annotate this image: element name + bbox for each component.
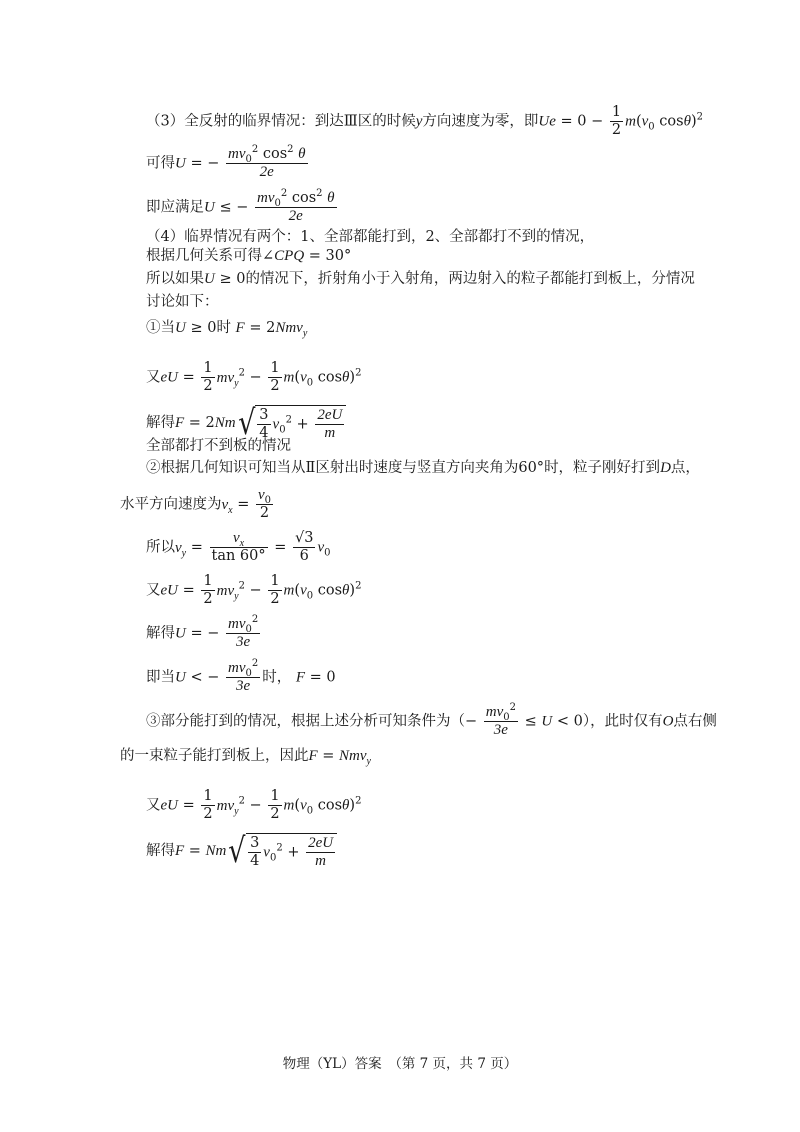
line-solution-3: 解得F = Nm√ $\frac{3}{4}$ $v_0^2$ + $\frac{2eU}{m}$ <box>146 832 337 870</box>
line-discussion: 讨论如下： <box>146 294 219 310</box>
line-none-hit: 全部都打不到板的情况 <box>146 438 291 454</box>
line-vy: 所以$v_y$ = $\frac{v_x}{\tan 60^\circ}$ = $\frac{√3}{6}$ $v_0$ <box>146 530 331 564</box>
line-case-3: ③部分能打到的情况，根据上述分析可知条件为（− $\frac{mv_0^2}{3e}$ ≤ U < 0），此时仅有O点右侧 <box>146 702 717 738</box>
line-solution-1: 解得F = 2Nm√ $\frac{3}{4}$ $v_0^2$ + $\frac{2eU}{m}$ <box>146 404 346 442</box>
line-part-4-intro: （4）临界情况有两个：1、全部都能打到，2、全部都打不到的情况， <box>146 229 595 245</box>
line-geometry: 根据几何关系可得∠CPQ = 30° <box>146 248 352 264</box>
line-case-1: ①当U ≥ 0时 F = 2Nmv$_y$ <box>146 320 308 339</box>
line-horizontal-velocity: 水平方向速度为$v_x$ = $\frac{v_0}{2}$ <box>120 487 272 521</box>
line-f-zero: 即当U < − $\frac{mv_0^2}{3e}$ 时， F = 0 <box>146 658 336 694</box>
line-energy-eq-1: 又eU = $\frac{1}{2}$ $mv_y^2$ − $\frac{1}{2}$ $m(v_0$ cosθ)$^2$ <box>146 360 362 394</box>
line-if-u-positive: 所以如果U ≥ 0的情况下，折射角小于入射角，两边射入的粒子都能打到板上，分情况 <box>146 271 695 287</box>
line-energy-eq-2: 又eU = $\frac{1}{2}$ $mv_y^2$ − $\frac{1}{2}$ $m(v_0$ cosθ)$^2$ <box>146 573 362 607</box>
line-result-u: 可得U = − $\frac{mv_0^2 \cos^2 \theta}{2e}$ <box>146 144 306 180</box>
line-case-2: ②根据几何知识可知当从Ⅱ区射出时速度与竖直方向夹角为60°时，粒子刚好打到D点， <box>146 460 700 476</box>
page-footer: 物理（YL）答案 （第 7 页，共 7 页） <box>282 1056 518 1072</box>
line-condition-u: 即应满足U ≤ − $\frac{mv_0^2 \cos^2 \theta}{2e}$ <box>146 188 335 224</box>
line-energy-eq-3: 又eU = $\frac{1}{2}$ $mv_y^2$ − $\frac{1}{2}$ $m(v_0$ cosθ)$^2$ <box>146 788 362 822</box>
line-critical-total-reflection: （3）全反射的临界情况：到达Ⅲ区的时候y方向速度为零，即Ue = 0 − $\frac{1}{2}$ $m(v_0$ cosθ)$^2$ <box>146 104 703 138</box>
line-solution-2: 解得U = − $\frac{mv_0^2}{3e}$ <box>146 614 259 650</box>
line-partial-force: 的一束粒子能打到板上，因此F = Nmv$_y$ <box>120 748 371 767</box>
